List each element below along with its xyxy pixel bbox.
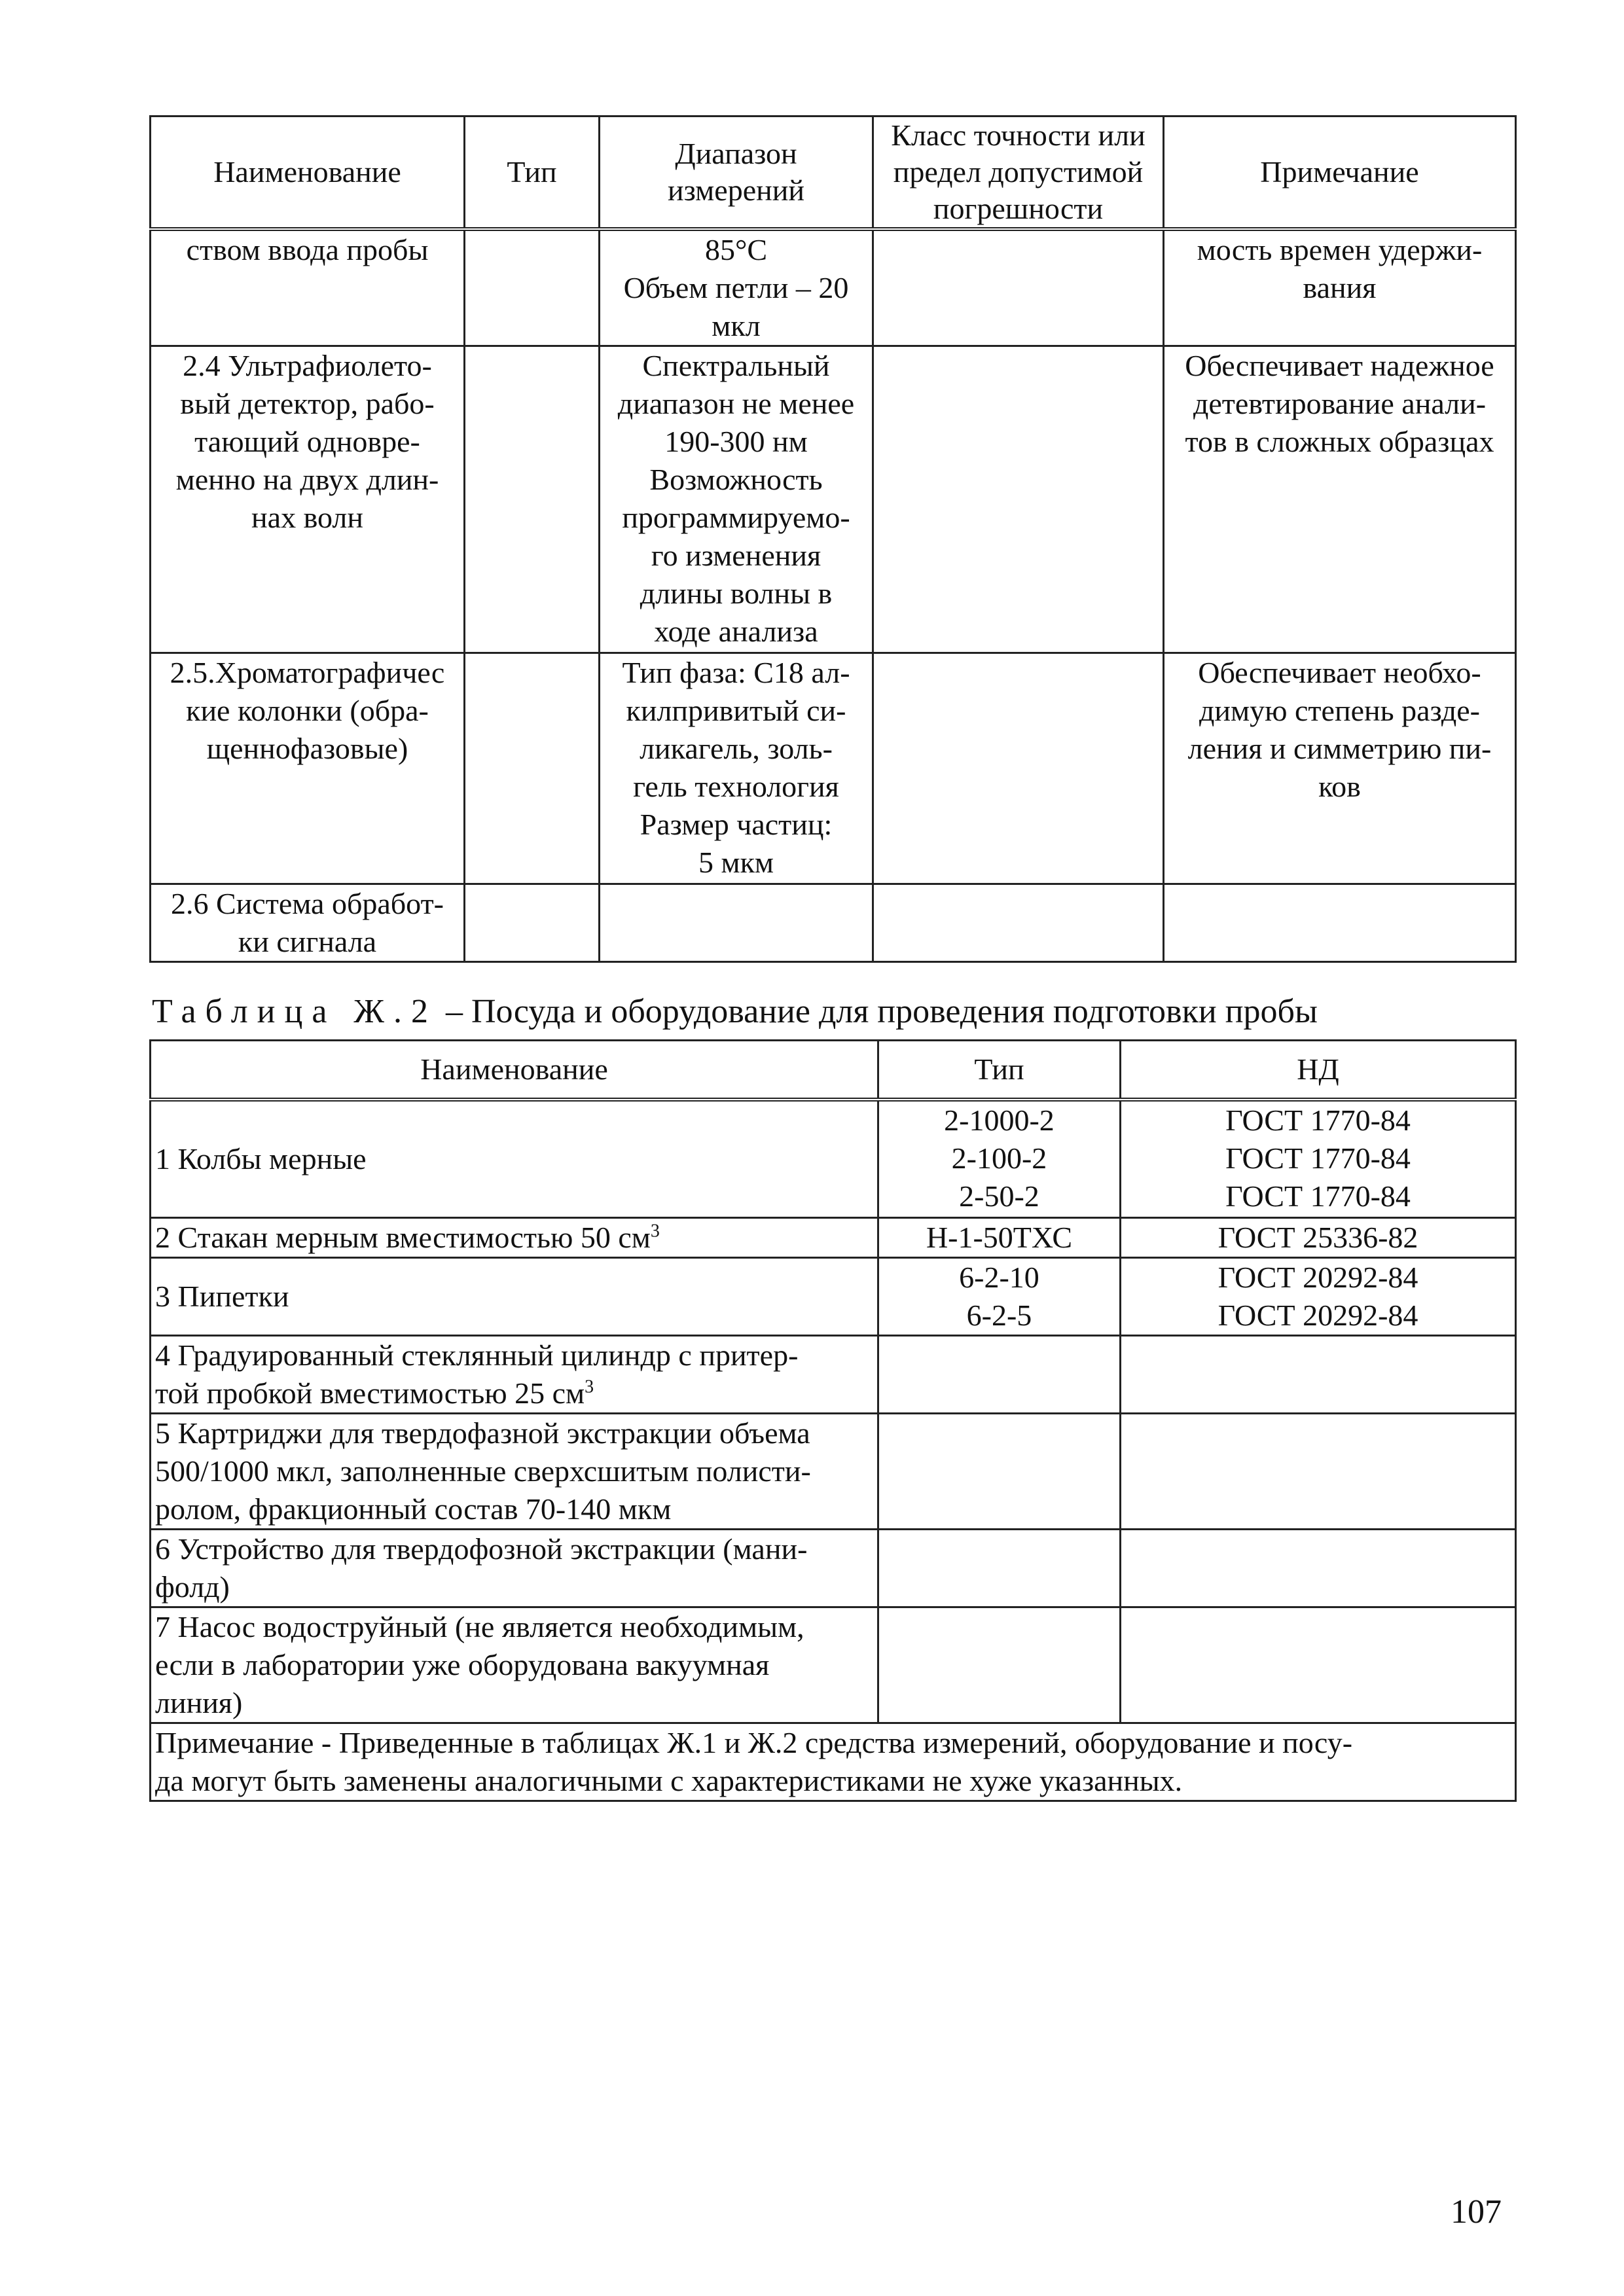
cell-type [878,1607,1121,1723]
cell-text-line: фолд) [155,1570,230,1604]
table-row [151,1530,1516,1607]
cell-text-line: щеннофазовые) [206,732,408,765]
unit-superscript: 3 [650,1221,660,1242]
cell-text-line: ГОСТ 25336-82 [1218,1221,1418,1254]
table-row [151,653,1516,884]
cell-range [600,884,873,962]
cell-name [151,1607,878,1723]
cell-text-line: 6-2-5 [966,1299,1032,1332]
cell-text-line: 2.4 Ультрафиолето- [183,349,432,382]
cell-text-line: 1 Колбы мерные [155,1142,367,1175]
cell-text-line: да могут быть заменены аналогичными с характеристиками не хуже указанных. [155,1764,1183,1797]
cell-text-line: ством ввода пробы [186,233,429,266]
cell-name [151,1218,878,1258]
cell-text-line: килпривитый си- [626,694,846,727]
cell-text-line: 190-300 нм [664,425,808,458]
cell-nd [1121,1414,1516,1530]
header-name: Наименование [151,1041,878,1100]
table-row [151,1100,1516,1218]
cell-text-line: менно на двух длин- [175,463,439,496]
cell-text-line: диапазон не менее [617,387,855,420]
cell-name [151,1336,878,1414]
header-type: Тип [878,1041,1121,1100]
cell-text-line: кие колонки (обра- [186,694,429,727]
table-row [151,884,1516,962]
cell-nd [1121,1336,1516,1414]
cell-range [600,653,873,884]
cell-text-line: мость времен удержи- [1197,233,1483,266]
cell-nd [1121,1218,1516,1258]
cell-text-line: 2 Стакан мерным вместимостью 50 $см^3$ [155,1221,660,1254]
cell-note [1164,346,1516,653]
cell-type [465,653,600,884]
cell-text-line: вания [1303,271,1377,304]
cell-text-line: димую степень разде- [1199,694,1480,727]
cell-nd [1121,1530,1516,1607]
equipment-table-continuation [149,115,1517,963]
page-number: 107 [1451,2193,1502,2231]
cell-accuracy [873,653,1164,884]
cell-range [600,229,873,346]
cell-text-line: Спектральный [642,349,830,382]
cell-text-line: 5 мкм [698,846,774,879]
cell-type [465,884,600,962]
cell-type [878,1258,1121,1336]
cell-text-line: 85°С [704,233,768,266]
cell-text-line: Обеспечивает необхо- [1198,656,1481,689]
cell-text-line: тов в сложных образцах [1185,425,1494,458]
cell-text-line: 500/1000 мкл, заполненные сверхсшитым полисти- [155,1454,811,1488]
table-row [151,1336,1516,1414]
cell-text-line: линия) [155,1686,243,1719]
cell-range [600,346,873,653]
cell-text-line: Возможность [649,463,823,496]
cell-type [878,1100,1121,1218]
cell-name [151,346,465,653]
cell-note [1164,229,1516,346]
cell-text-line: Примечание - Приведенные в таблицах Ж.1 и Ж.2 средства измерений, оборудование и посу- [155,1726,1353,1759]
cell-text-line: 2-50-2 [959,1179,1039,1213]
cell-text-line: если в лаборатории уже оборудована вакуумная [155,1648,770,1681]
cell-text-line: ходе анализа [654,615,818,648]
cell-text-line: 3 Пипетки [155,1280,289,1313]
cell-type [465,346,600,653]
table-note [151,1723,1516,1801]
cell-text-line: 2-100-2 [951,1141,1047,1175]
cell-note [1164,884,1516,962]
cell-text-line: ГОСТ 1770-84 [1225,1179,1411,1213]
cell-accuracy [873,229,1164,346]
cell-text-line: вый детектор, рабо- [180,387,435,420]
glassware-table [149,1039,1517,1802]
table-row [151,1414,1516,1530]
header-nd: НД [1121,1041,1516,1100]
cell-text-line: ления и симметрию пи- [1187,732,1492,765]
cell-text-line: 2.5.Хроматографичес [170,656,445,689]
cell-text-line: 5 Картриджи для твердофазной экстракции объема [155,1416,810,1450]
cell-text-line: 6-2-10 [959,1261,1039,1294]
cell-accuracy [873,884,1164,962]
cell-text-line: детевтирование анали- [1193,387,1487,420]
cell-nd [1121,1100,1516,1218]
cell-type [465,229,600,346]
cell-text-line: нах волн [251,501,363,534]
cell-text-line: длины волны в [640,577,833,610]
cell-name [151,229,465,346]
cell-name [151,1414,878,1530]
cell-type [878,1530,1121,1607]
table-note-row [151,1723,1516,1801]
cell-text-line: гель технология [633,770,839,803]
cell-type [878,1336,1121,1414]
cell-text-line: 7 Насос водоструйный (не является необходимым, [155,1610,804,1643]
cell-text-line: ГОСТ 1770-84 [1225,1141,1411,1175]
cell-type [878,1414,1121,1530]
header-name: Наименование [151,117,465,230]
cell-text-line: той пробкой вместимостью 25 $см^3$ [155,1376,594,1410]
cell-name [151,1530,878,1607]
cell-name [151,1258,878,1336]
cell-text-line: ликагель, золь- [640,732,833,765]
header-note: Примечание [1164,117,1516,230]
cell-text-line: ГОСТ 20292-84 [1218,1261,1418,1294]
cell-note [1164,653,1516,884]
cell-text-line: 2.6 Система обработ- [171,887,444,920]
cell-name [151,884,465,962]
cell-text-line: ков [1318,770,1361,803]
cell-text-line: ролом, фракционный состав 70-140 мкм [155,1492,672,1526]
cell-text-line: Обеспечивает надежное [1185,349,1494,382]
table-caption: Таблица Ж.2 – Посуда и оборудование для проведения подготовки пробы [152,993,1318,1030]
cell-text-line: 4 Градуированный стеклянный цилиндр с притер- [155,1338,799,1372]
cell-nd [1121,1258,1516,1336]
table-row [151,346,1516,653]
cell-text-line: 2-1000-2 [944,1103,1055,1137]
cell-text-line: Тип фаза: С18 ал- [622,656,850,689]
table-row [151,229,1516,346]
cell-nd [1121,1607,1516,1723]
cell-text-line: го изменения [651,539,821,572]
cell-text-line: ГОСТ 20292-84 [1218,1299,1418,1332]
cell-accuracy [873,346,1164,653]
cell-text-line: программируемо- [622,501,850,534]
cell-type [878,1218,1121,1258]
cell-text-line: ГОСТ 1770-84 [1225,1103,1411,1137]
cell-text-line: мкл [712,309,761,342]
cell-text-line: 6 Устройство для твердофозной экстракции (мани- [155,1532,808,1566]
header-type: Тип [465,117,600,230]
cell-text-line: Объем петли – 20 [623,271,849,304]
header-accuracy: Класс точности или предел допустимой погрешности [873,117,1164,230]
cell-name [151,653,465,884]
cell-text-line: ки сигнала [238,925,377,958]
unit-superscript: 3 [585,1376,594,1397]
table-row [151,1607,1516,1723]
cell-text-line: Н-1-50ТХС [926,1221,1073,1254]
table-row [151,1258,1516,1336]
header-range: Диапазон измерений [600,117,873,230]
cell-text-line: Размер частиц: [640,808,833,841]
cell-name [151,1100,878,1218]
table-row [151,1218,1516,1258]
cell-text-line: тающий одновре- [194,425,420,458]
